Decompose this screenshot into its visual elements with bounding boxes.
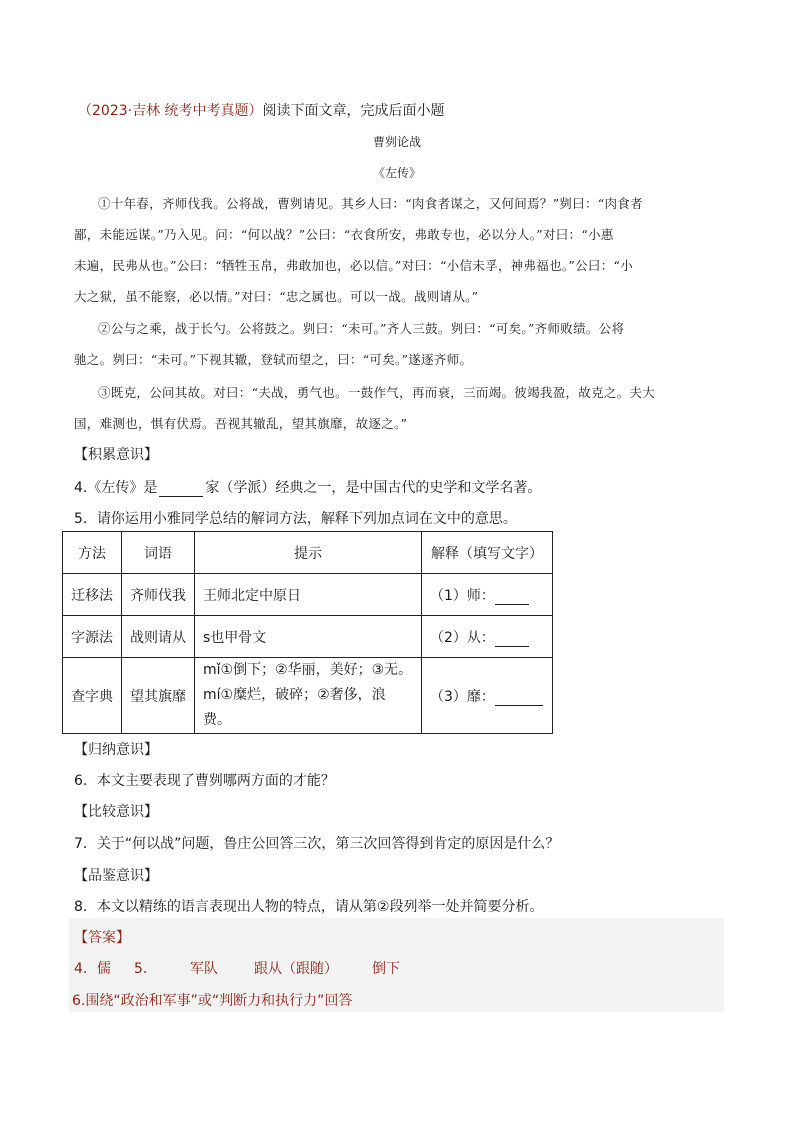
paragraph-line: 未遍，民弗从也。”公曰：“牺牲玉帛，弗敢加也，必以信。”对曰：“小信未孚，神弗福也。”公曰：“小 [74, 258, 633, 273]
cell-answer [422, 616, 553, 658]
table-header-row [63, 532, 553, 574]
question-7: 7．关于“何以战”问题，鲁庄公回答三次，第三次回答得到肯定的原因是什么？ [74, 836, 560, 852]
question-source-line [78, 100, 445, 120]
answer-blank[interactable] [159, 482, 203, 497]
header-word: 词语 [122, 532, 195, 574]
answer-label: 【答案】 [74, 930, 130, 946]
question-6: 6．本文主要表现了曹刿哪两方面的才能？ [74, 773, 335, 789]
answer-6: 6.围绕“政治和军事”或“判断力和执行力”回答 [72, 993, 353, 1009]
section-heading-induction: 【归纳意识】 [74, 742, 158, 758]
cell-hint: 王师北定中原日 [195, 574, 422, 616]
cell-answer [422, 574, 553, 616]
article-author: 《左传》 [372, 166, 421, 180]
table-row [63, 658, 553, 734]
header-method: 方法 [63, 532, 122, 574]
question-4 [74, 477, 541, 497]
question-8: 8．本文以精练的语言表现出人物的特点，请从第②段列举一处并简要分析。 [74, 899, 544, 915]
cell-word: 望其旗靡 [122, 658, 195, 734]
paragraph-line: ②公与之乘，战于长勺。公将鼓之。刿曰：“未可。”齐人三鼓。刿曰：“可矣。”齐师败绩。公将 [98, 321, 625, 336]
answer-blank[interactable] [495, 632, 529, 647]
word-explanation-table [62, 531, 553, 734]
paragraph-line: 大之狱，虽不能察，必以情。”对曰：“忠之属也。可以一战。战则请从。” [74, 289, 479, 304]
answer-label: （3）靡： [430, 688, 495, 705]
paragraph-line: ③既克，公问其故。对曰：“夫战，勇气也。一鼓作气，再而衰，三而竭。彼竭我盈，故克之。夫大 [98, 385, 656, 400]
paragraph-line: ①十年春，齐师伐我。公将战，曹刿请见。其乡人曰：“肉食者谋之，又何间焉？”刿曰：“肉食者 [98, 196, 643, 211]
paragraph-line: 驰之。刿曰：“未可。”下视其辙，登轼而望之，曰：“可矣。”遂逐齐师。 [74, 352, 473, 367]
article-paragraph-3 [74, 377, 734, 439]
paragraph-line: 鄙，未能远谋。”乃入见。问：“何以战？”公曰：“衣食所安，弗敢专也，必以分人。”对曰：“小惠 [74, 227, 614, 242]
answer-label: （1）师： [430, 587, 495, 604]
hint-line-1: mǐ①倒下；②华丽，美好；③无。 [203, 662, 413, 678]
table-row [63, 616, 553, 658]
table-row [63, 574, 553, 616]
section-heading-comparison: 【比较意识】 [74, 804, 158, 820]
cell-answer [422, 658, 553, 734]
answer-5-3: 倒下 [372, 961, 400, 977]
hint-line-2: mí①糜烂，破碎；②奢侈，浪费。 [203, 687, 386, 728]
article-paragraph-2 [74, 313, 734, 375]
cell-hint [195, 658, 422, 734]
answer-4: 4．儒 [74, 961, 111, 977]
cell-method: 迁移法 [63, 574, 122, 616]
paragraph-line: 国，难测也，惧有伏焉。吾视其辙乱，望其旗靡，故逐之。” [74, 416, 408, 431]
answer-5-2: 跟从（跟随） [254, 961, 338, 977]
cell-word: 齐师伐我 [122, 574, 195, 616]
question-4-suffix: 家（学派）经典之一，是中国古代的史学和文学名著。 [205, 480, 542, 496]
answer-blank[interactable] [495, 590, 529, 605]
cell-word: 战则请从 [122, 616, 195, 658]
cell-hint: s也甲骨文 [195, 616, 422, 658]
question-4-prefix: 4.《左传》是 [74, 480, 158, 496]
answer-label: （2）从： [430, 629, 495, 646]
article-paragraph-1 [74, 188, 734, 312]
article-title: 曹刿论战 [372, 135, 421, 149]
header-explanation: 解释（填写文字） [422, 532, 553, 574]
answer-5-number: 5． [134, 961, 157, 977]
answer-5-1: 军队 [190, 961, 218, 977]
instruction-text: 阅读下面文章，完成后面小题 [262, 103, 445, 119]
section-heading-accumulation: 【积累意识】 [74, 447, 158, 463]
header-hint: 提示 [195, 532, 422, 574]
answer-blank[interactable] [495, 691, 543, 706]
cell-method: 字源法 [63, 616, 122, 658]
question-5: 5．请你运用小雅同学总结的解词方法，解释下列加点词在文中的意思。 [74, 511, 517, 527]
cell-method: 查字典 [63, 658, 122, 734]
section-heading-appreciation: 【品鉴意识】 [74, 868, 158, 884]
source-tag: （2023·吉林 统考中考真题） [78, 103, 263, 119]
